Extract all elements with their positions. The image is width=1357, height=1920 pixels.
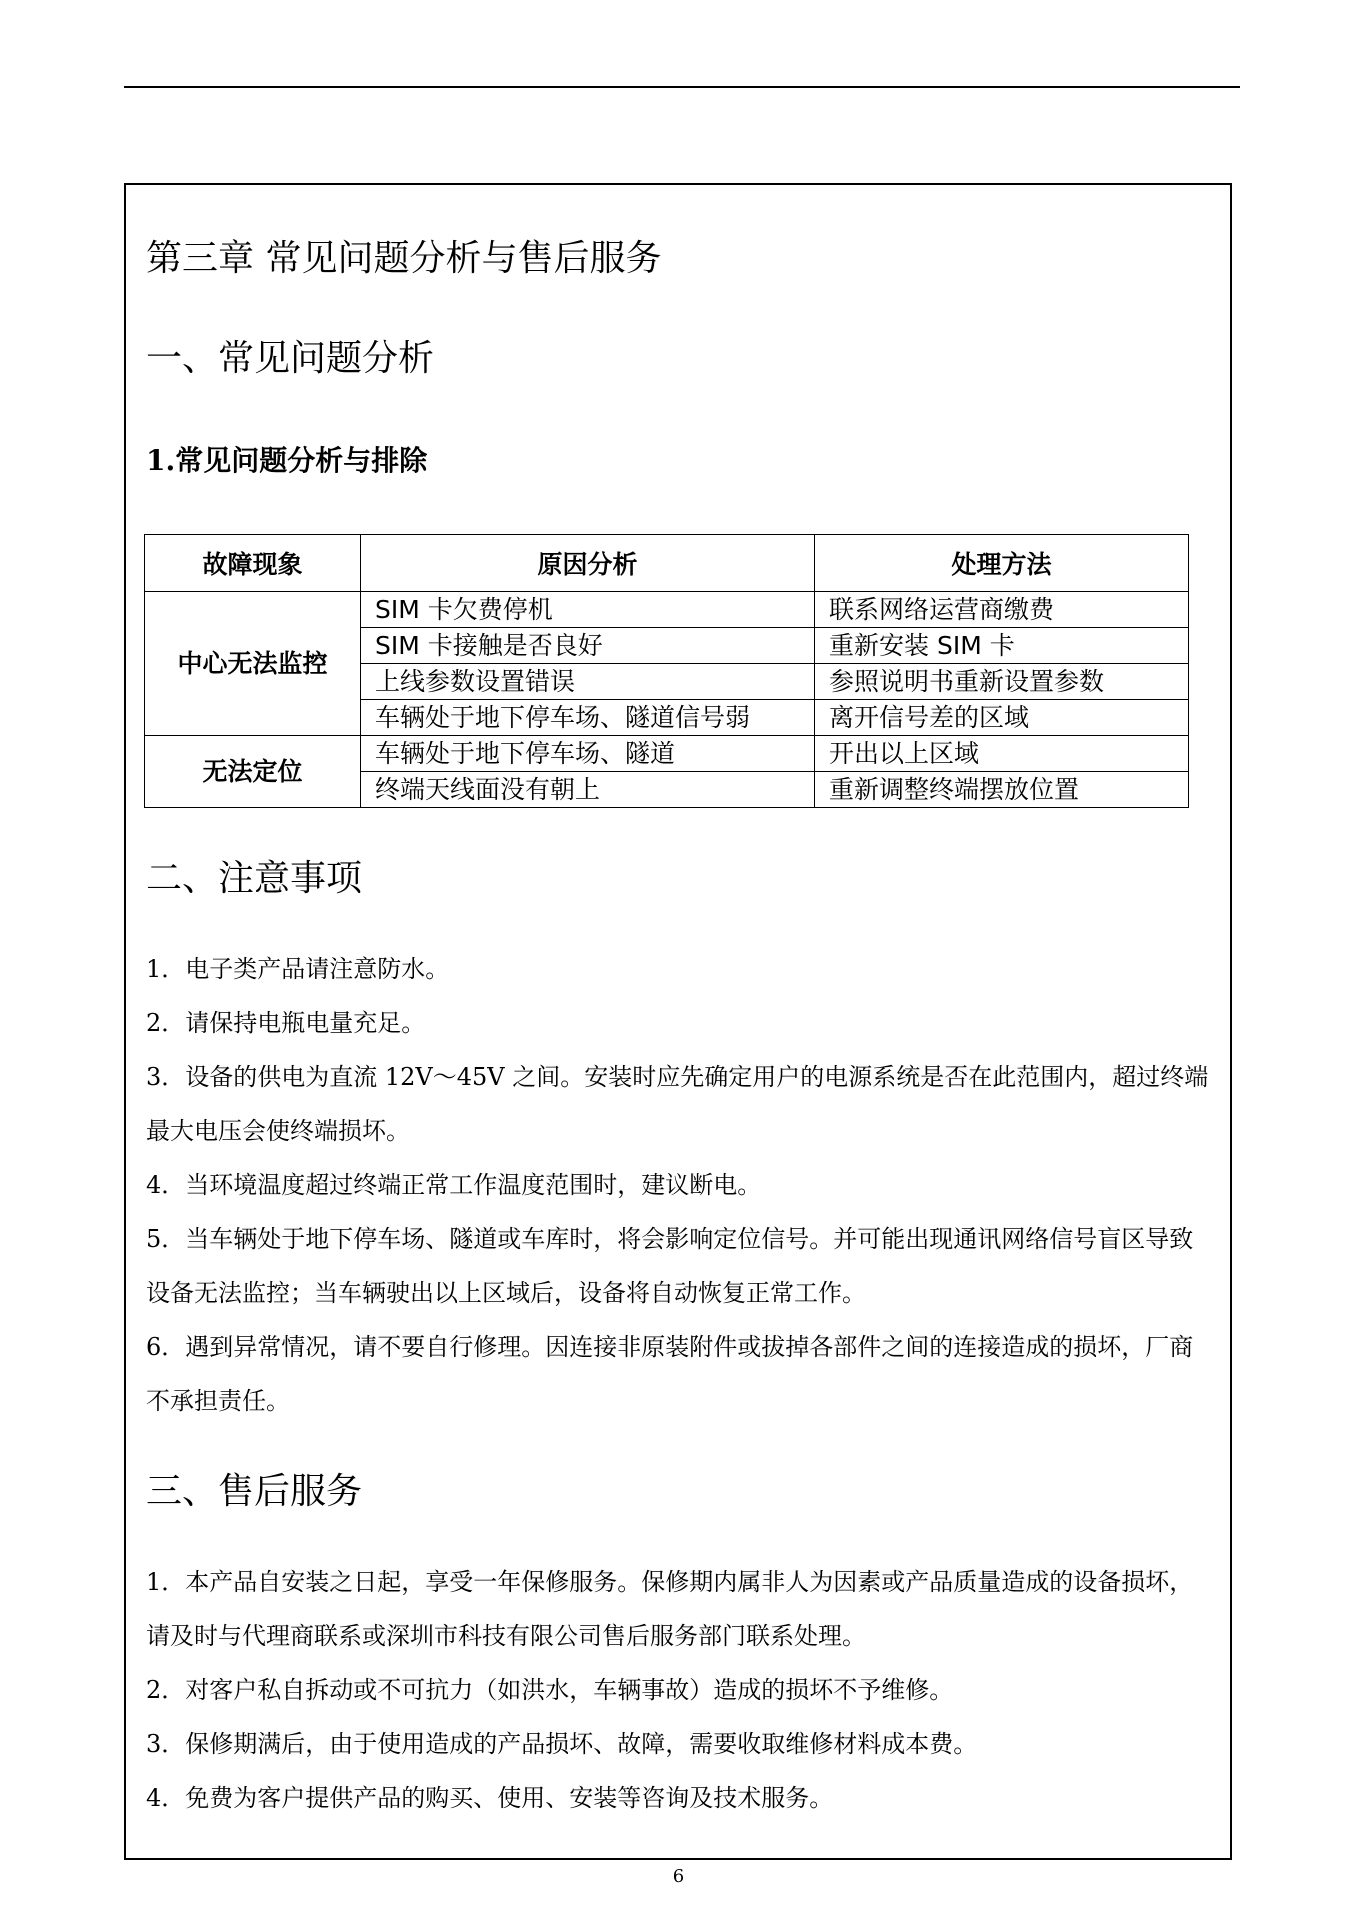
solution-cell: 参照说明书重新设置参数 <box>815 664 1189 700</box>
list-item: 3．保修期满后，由于使用造成的产品损坏、故障，需要收取维修材料成本费。 <box>146 1730 978 1758</box>
solution-cell: 联系网络运营商缴费 <box>815 592 1189 628</box>
page-number: 6 <box>672 1866 685 1887</box>
troubleshooting-table <box>144 534 1189 808</box>
cause-cell: 车辆处于地下停车场、隧道 <box>361 736 815 772</box>
solution-cell: 离开信号差的区域 <box>815 700 1189 736</box>
list-item: 4．当环境温度超过终端正常工作温度范围时，建议断电。 <box>146 1171 762 1199</box>
list-item: 5．当车辆处于地下停车场、隧道或车库时，将会影响定位信号。并可能出现通讯网络信号盲区导致设备无法监控；当车辆驶出以上区域后，设备将自动恢复正常工作。 <box>146 1225 1194 1307</box>
subsection-title-troubleshooting: 1.常见问题分析与排除 <box>146 444 428 477</box>
list-item: 2．请保持电瓶电量充足。 <box>146 1009 426 1037</box>
section-title-after-sales: 三、售后服务 <box>146 1471 363 1512</box>
header-rule <box>124 86 1240 88</box>
after-sales-list <box>146 1555 1212 1825</box>
table-row <box>145 736 1189 772</box>
list-item: 3．设备的供电为直流 12V～45V 之间。安装时应先确定用户的电源系统是否在此范围内，超过终端最大电压会使终端损坏。 <box>146 1063 1209 1145</box>
header-symptom: 故障现象 <box>145 535 361 592</box>
content-frame <box>124 183 1232 1860</box>
cause-cell: 车辆处于地下停车场、隧道信号弱 <box>361 700 815 736</box>
header-cause: 原因分析 <box>361 535 815 592</box>
notes-list <box>146 942 1212 1428</box>
section-title-faq: 一、常见问题分析 <box>146 338 435 379</box>
cause-cell: 上线参数设置错误 <box>361 664 815 700</box>
list-item: 1．本产品自安装之日起，享受一年保修服务。保修期内属非人为因素或产品质量造成的设备损坏，请及时与代理商联系或深圳市科技有限公司售后服务部门联系处理。 <box>146 1568 1194 1650</box>
symptom-cell: 中心无法监控 <box>145 592 361 736</box>
solution-cell: 开出以上区域 <box>815 736 1189 772</box>
solution-cell: 重新安装 SIM 卡 <box>815 628 1189 664</box>
list-item: 4．免费为客户提供产品的购买、使用、安装等咨询及技术服务。 <box>146 1784 834 1812</box>
cause-cell: SIM 卡欠费停机 <box>361 592 815 628</box>
cause-cell: SIM 卡接触是否良好 <box>361 628 815 664</box>
table-header-row <box>145 535 1189 592</box>
chapter-title: 第三章 常见问题分析与售后服务 <box>146 238 662 279</box>
symptom-cell: 无法定位 <box>145 736 361 808</box>
solution-cell: 重新调整终端摆放位置 <box>815 772 1189 808</box>
table-row <box>145 592 1189 628</box>
list-item: 2．对客户私自拆动或不可抗力（如洪水，车辆事故）造成的损坏不予维修。 <box>146 1676 954 1704</box>
list-item: 1．电子类产品请注意防水。 <box>146 955 450 983</box>
header-solution: 处理方法 <box>815 535 1189 592</box>
list-item: 6．遇到异常情况，请不要自行修理。因连接非原装附件或拔掉各部件之间的连接造成的损坏，厂商不承担责任。 <box>146 1333 1194 1415</box>
section-title-notes: 二、注意事项 <box>146 858 363 899</box>
cause-cell: 终端天线面没有朝上 <box>361 772 815 808</box>
